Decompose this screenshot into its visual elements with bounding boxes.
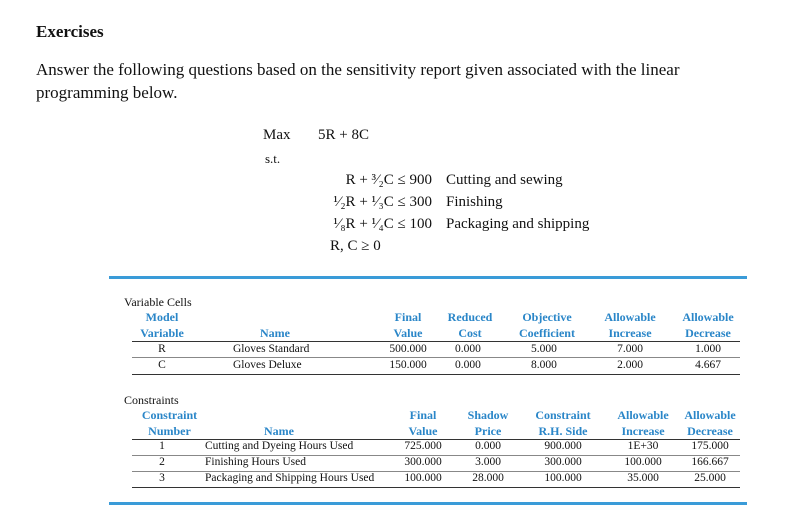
vc-row-rule <box>132 357 740 358</box>
ct-header-allowable-inc: Allowable <box>617 408 669 422</box>
ct-bottom-rule <box>132 487 740 488</box>
ct-cell-final: 300.000 <box>404 456 442 468</box>
ct-header-decrease: Decrease <box>687 424 733 438</box>
lp-constraint-1-label: Cutting and sewing <box>446 172 563 188</box>
ct-cell-name: Cutting and Dyeing Hours Used <box>205 440 354 452</box>
vc-header-allowable-inc: Allowable <box>604 310 656 324</box>
vc-header-objective: Objective <box>522 310 572 324</box>
ct-cell-rhs: 900.000 <box>544 440 582 452</box>
vc-cell-inc: 2.000 <box>617 359 643 371</box>
vc-cell-reduced: 0.000 <box>455 359 481 371</box>
intro-paragraph: Answer the following questions based on the sensitivity report given associated with the linear programming below. <box>36 60 680 102</box>
vc-header-cost: Cost <box>458 326 482 340</box>
lp-nonneg: R, C ≥ 0 <box>330 238 381 254</box>
ct-cell-rhs: 300.000 <box>544 456 582 468</box>
ct-header-increase: Increase <box>621 424 665 438</box>
ct-header-constraint: Constraint <box>141 408 198 422</box>
ct-cell-shadow: 0.000 <box>475 440 501 452</box>
ct-header-number: Number <box>148 424 191 438</box>
constraints-title: Constraints <box>124 393 179 407</box>
ct-cell-name: Finishing Hours Used <box>205 456 306 468</box>
ct-cell-final: 100.000 <box>404 472 442 484</box>
ct-header-allowable-dec: Allowable <box>684 408 736 422</box>
vc-cell-name: Gloves Deluxe <box>233 359 302 371</box>
ct-cell-num: 1 <box>159 440 165 452</box>
vc-header-allowable-dec: Allowable <box>682 310 734 324</box>
ct-cell-dec: 175.000 <box>691 440 729 452</box>
ct-header-value: Value <box>408 424 438 438</box>
lp-constraint-2-label: Finishing <box>446 194 503 210</box>
ct-header-final: Final <box>409 408 437 422</box>
vc-header-name: Name <box>260 326 290 340</box>
ct-cell-inc: 1E+30 <box>627 440 659 452</box>
report-top-rule <box>109 276 747 279</box>
vc-bottom-rule <box>132 374 740 375</box>
ct-cell-rhs: 100.000 <box>544 472 582 484</box>
ct-cell-dec: 166.667 <box>691 456 729 468</box>
vc-cell-inc: 7.000 <box>617 343 643 355</box>
ct-cell-dec: 25.000 <box>694 472 726 484</box>
lp-max-label: Max <box>263 127 291 143</box>
report-bottom-rule <box>109 502 747 505</box>
ct-cell-name: Packaging and Shipping Hours Used <box>205 472 375 484</box>
vc-cell-name: Gloves Standard <box>233 343 310 355</box>
vc-header-value: Value <box>393 326 423 340</box>
ct-header-name: Name <box>264 424 294 438</box>
lp-st-label: s.t. <box>265 151 281 166</box>
variable-cells-title: Variable Cells <box>124 295 192 309</box>
lp-objective: 5R + 8C <box>318 127 369 143</box>
ct-cell-final: 725.000 <box>404 440 442 452</box>
lp-constraint-1-expr: R + ³⁄₂C ≤ 900 <box>345 172 432 188</box>
vc-header-rule <box>132 341 740 342</box>
vc-cell-dec: 1.000 <box>695 343 721 355</box>
vc-header-decrease: Decrease <box>685 326 731 340</box>
lp-constraint-3-expr: ¹⁄₈R + ¹⁄₄C ≤ 100 <box>333 216 432 232</box>
vc-header-model: Model <box>145 310 179 324</box>
vc-cell-coef: 5.000 <box>531 343 557 355</box>
ct-cell-shadow: 28.000 <box>472 472 504 484</box>
vc-header-variable: Variable <box>140 326 184 340</box>
vc-header-final: Final <box>394 310 422 324</box>
vc-header-increase: Increase <box>608 326 652 340</box>
vc-cell-final: 150.000 <box>389 359 427 371</box>
exercises-heading: Exercises <box>36 22 104 41</box>
vc-header-reduced: Reduced <box>447 310 493 324</box>
vc-cell-reduced: 0.000 <box>455 343 481 355</box>
ct-header-rhs-1: Constraint <box>535 408 591 422</box>
ct-cell-shadow: 3.000 <box>475 456 501 468</box>
vc-cell-var: C <box>158 359 166 371</box>
vc-cell-var: R <box>158 343 166 355</box>
ct-header-price: Price <box>474 424 502 438</box>
vc-cell-dec: 4.667 <box>695 359 721 371</box>
ct-header-shadow: Shadow <box>467 408 509 422</box>
vc-cell-coef: 8.000 <box>531 359 557 371</box>
vc-header-coefficient: Coefficient <box>519 326 575 340</box>
lp-constraint-3-label: Packaging and shipping <box>446 216 590 232</box>
ct-cell-num: 3 <box>159 472 165 484</box>
ct-cell-num: 2 <box>159 456 165 468</box>
vc-cell-final: 500.000 <box>389 343 427 355</box>
ct-cell-inc: 35.000 <box>627 472 659 484</box>
lp-constraint-2-expr: ¹⁄₂R + ¹⁄₃C ≤ 300 <box>333 194 432 210</box>
ct-cell-inc: 100.000 <box>624 456 662 468</box>
ct-header-rhs-2: R.H. Side <box>538 424 588 438</box>
